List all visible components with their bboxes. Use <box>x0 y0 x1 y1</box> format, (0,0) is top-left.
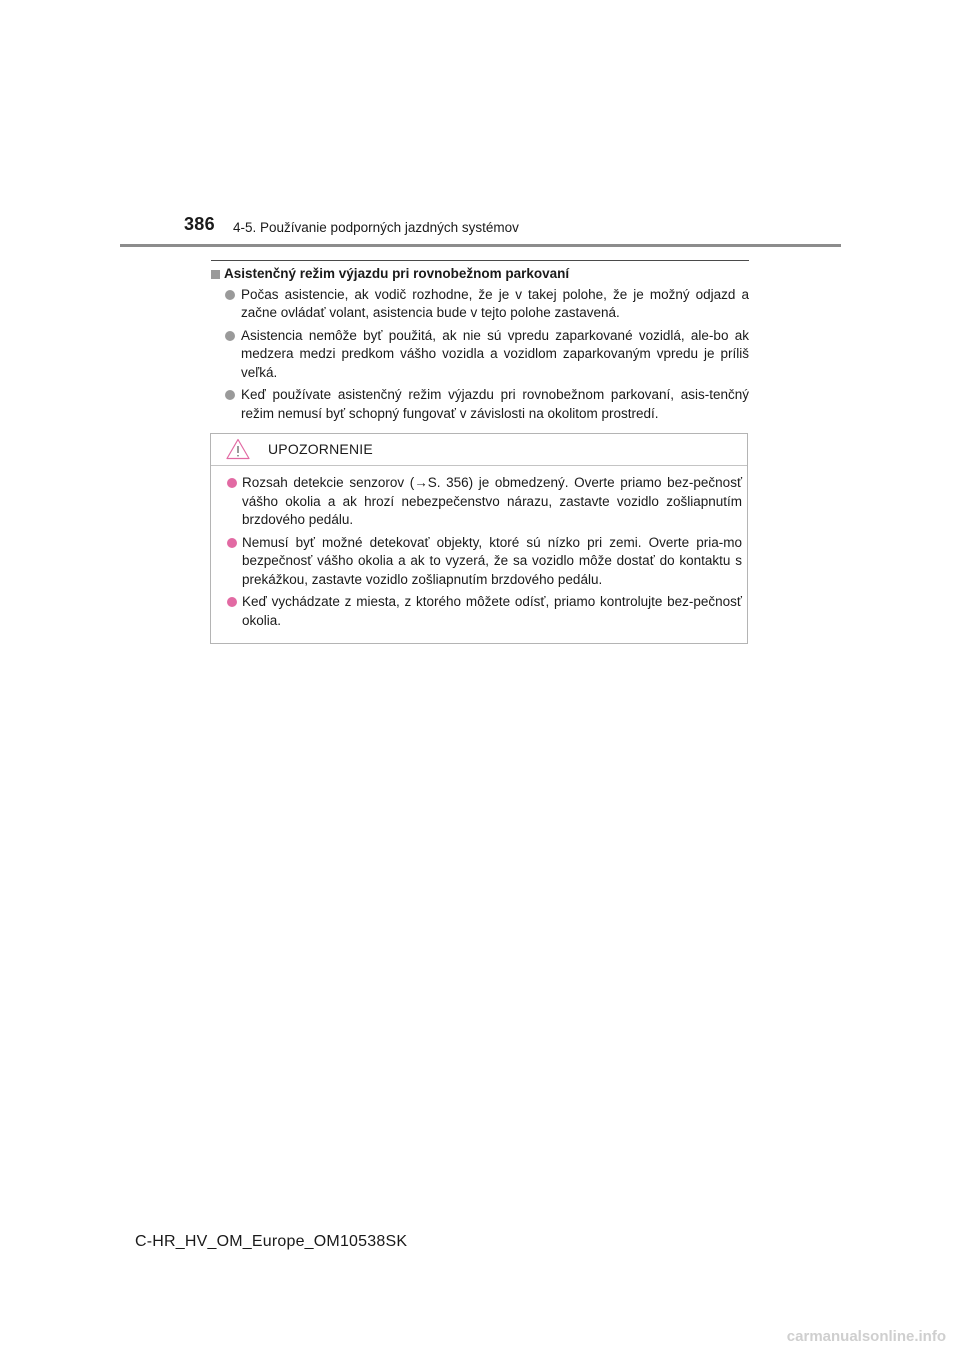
list-item-text: Keď používate asistenčný režim výjazdu pri rovnobežnom parkovaní, asis-tenčný režim nemusí byť schopný fungovať v závislosti na okolitom prostredí. <box>241 387 749 421</box>
footer-document-code: C-HR_HV_OM_Europe_OM10538SK <box>135 1233 408 1250</box>
warning-item <box>211 474 747 530</box>
pink-bullet-icon <box>227 597 237 607</box>
square-bullet-icon <box>211 270 220 279</box>
list-item-text: Asistencia nemôže byť použitá, ak nie sú vpredu zaparkované vozidlá, ale-bo ak medzera medzi predkom vášho vozidla a vozidlom zaparkovaným vpredu je príliš veľká. <box>241 327 749 380</box>
list-item <box>211 386 749 423</box>
warning-item-text: Keď vychádzate z miesta, z ktorého môžete odísť, priamo kontrolujte bez-pečnosť okolia. <box>242 594 742 628</box>
section-divider <box>211 260 749 261</box>
warning-header <box>211 434 747 465</box>
section-bullet-list <box>211 286 749 424</box>
section-heading <box>211 265 749 284</box>
main-content <box>211 265 749 427</box>
warning-list <box>211 474 747 634</box>
list-item-text: Počas asistencie, ak vodič rozhodne, že je v takej polohe, že je možný odjazd a začne ovládať volant, asistencia bude v tejto polohe zastavená. <box>241 286 749 320</box>
warning-item <box>211 534 747 590</box>
warning-item-text: Nemusí byť možné detekovať objekty, ktoré sú nízko pri zemi. Overte pria-mo bezpečnosť vášho okolia a ak to vyzerá, že sa vozidlo môže dostať do kontaktu s prekážkou, zastavte vozidlo zošliapnutím brzdového pedálu. <box>242 534 742 587</box>
chapter-title: 4-5. Používanie podporných jazdných systémov <box>233 220 519 235</box>
page-number: 386 <box>184 214 215 234</box>
warning-divider <box>211 465 747 466</box>
header-divider <box>120 244 841 247</box>
list-item <box>211 286 749 323</box>
section-heading-text: Asistenčný režim výjazdu pri rovnobežnom parkovaní <box>224 266 570 281</box>
round-bullet-icon <box>225 290 235 300</box>
pink-bullet-icon <box>227 538 237 548</box>
round-bullet-icon <box>225 331 235 341</box>
warning-triangle-icon <box>226 438 250 460</box>
warning-box <box>210 433 748 644</box>
warning-item-text: Rozsah detekcie senzorov (→S. 356) je obmedzený. Overte priamo bez-pečnosť vášho okolia a ak hrozí nebezpečenstvo nárazu, zastavte vozidlo zošliapnutím brzdového pedálu. <box>242 475 742 527</box>
list-item <box>211 327 749 383</box>
warning-item <box>211 593 747 630</box>
pink-bullet-icon <box>227 478 237 488</box>
watermark: carmanualsonline.info <box>786 1328 946 1345</box>
warning-title: UPOZORNENIE <box>268 441 373 457</box>
round-bullet-icon <box>225 390 235 400</box>
